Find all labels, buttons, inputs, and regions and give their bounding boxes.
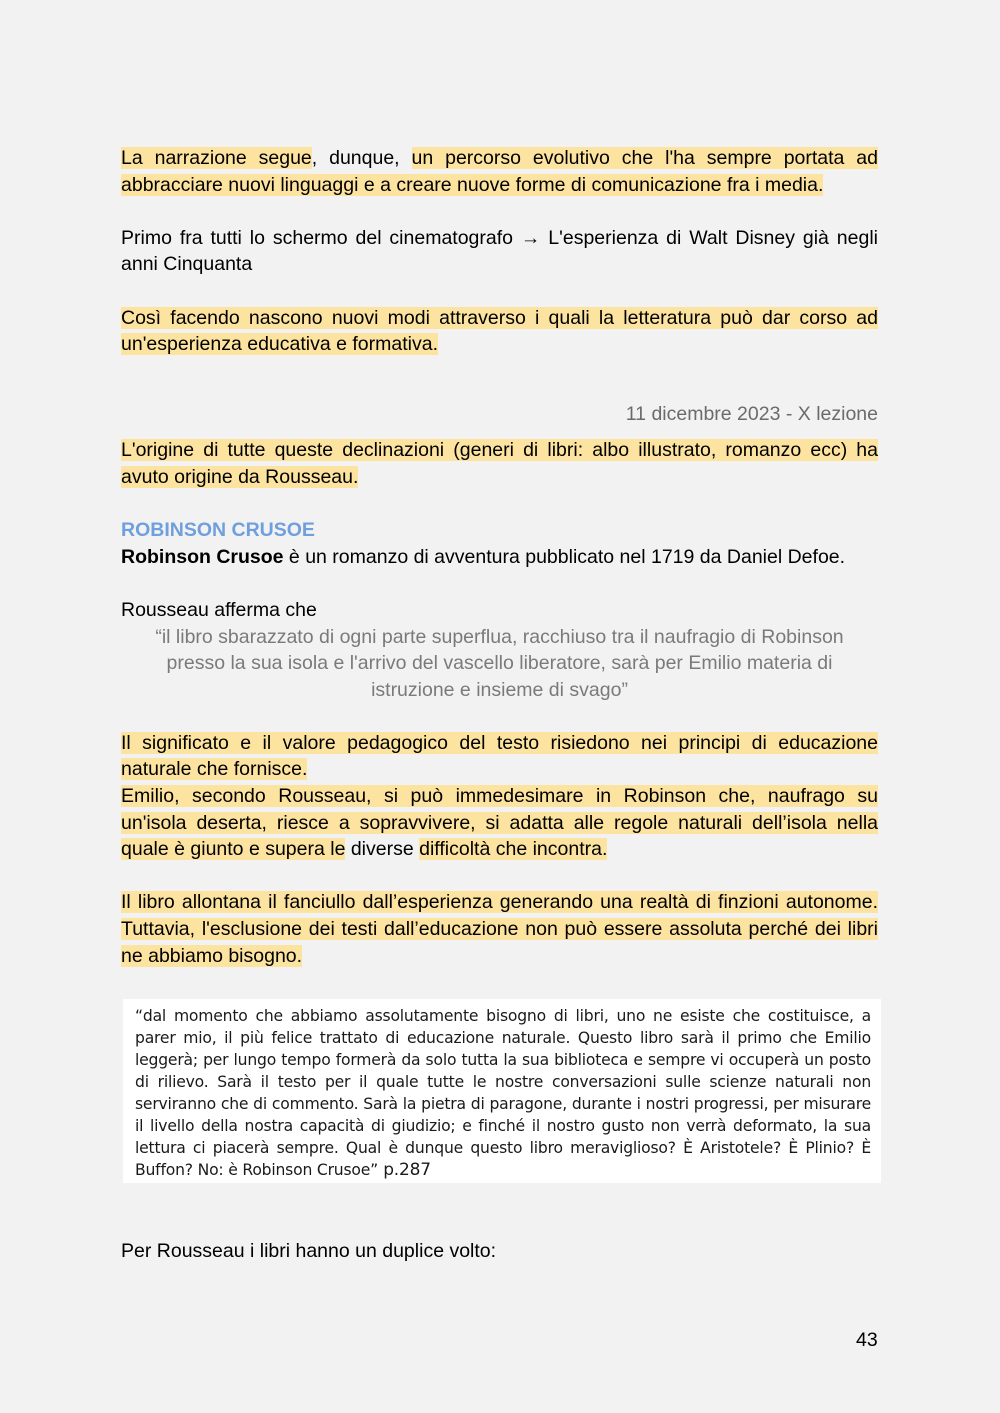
highlighted-text: L'origine di tutte queste declinazioni (generi di libri: albo illustrato, romanzo ecc) ha avuto origine da Rousseau. xyxy=(121,439,878,488)
page-content xyxy=(121,145,878,1265)
page-number: 43 xyxy=(856,1329,878,1351)
highlighted-text: difficoltà che incontra. xyxy=(419,838,608,861)
paragraph-emilio xyxy=(121,783,878,863)
bold-title: Robinson Crusoe xyxy=(121,545,284,568)
scanned-quote-text: “dal momento che abbiamo assolutamente bisogno di libri, uno ne esiste che costituisce, a parer mio, il più felice trattato di educazione naturale. Questo libro sarà il primo che Emilio leggerà; per lungo tempo formerà da solo tutta la sua biblioteca e sempre vi occuperà un posto di rilievo. Sarà il testo per il quale tutte le nostre conversazioni sulle scienze naturali non serviranno che di commento. Sarà la pietra di paragone, durante i nostri progressi, per misurare il livello della nostra capacità di giudizio; e finché il nostro gusto non verrà deformato, la sua lettura ci piacerà sempre. Qual è dunque questo libro meraviglioso? È Aristotele? È Plinio? È Buffon? No: è Robinson Crusoe” xyxy=(135,1007,871,1179)
paragraph-rousseau-afferma: Rousseau afferma che xyxy=(121,598,317,621)
scanned-quote-image xyxy=(123,999,881,1183)
highlighted-text: La narrazione segue xyxy=(121,147,312,169)
paragraph-origine xyxy=(121,437,878,490)
paragraph-cinematografo: Primo fra tutti lo schermo del cinematografo → L'esperienza di Walt Disney già negli anni Cinquanta xyxy=(121,226,878,276)
highlighted-text: Il libro allontana il fanciullo dall’esperienza generando una realtà di finzioni autonome. Tuttavia, l'esclusione dei testi dall’educazione non può essere assoluta perché dei libri ne abbiamo bisogno. xyxy=(121,891,878,967)
paragraph-libro-allontana xyxy=(121,889,878,969)
page-reference: p.287 xyxy=(378,1159,431,1180)
rousseau-quote: “il libro sbarazzato di ogni parte superflua, racchiuso tra il naufragio di Robinson presso la sua isola e l'arrivo del vascello liberatore, sarà per Emilio materia di istruzione e insieme di svago” xyxy=(155,625,844,701)
highlighted-text: un percorso evolutivo che l'ha sempre portata ad abbracciare nuovi linguaggi e a creare nuove forme di comunicazione fra i media. xyxy=(121,147,878,196)
plain-text: è un romanzo di avventura pubblicato nel 1719 da Daniel Defoe. xyxy=(283,545,846,568)
paragraph-robinson-intro xyxy=(121,544,878,571)
highlighted-text: Emilio, secondo Rousseau, si può immedesimare in Robinson che, naufrago su un'isola deserta, riesce a sopravvivere, si adatta alle regole naturali dell’isola nella quale è giunto e supera le xyxy=(121,785,878,861)
highlighted-text: Il significato e il valore pedagogico del testo risiedono nei principi di educazione naturale che fornisce. xyxy=(121,731,878,781)
lecture-date: 11 dicembre 2023 - X lezione xyxy=(625,402,878,425)
plain-text: , dunque, xyxy=(311,147,412,169)
paragraph-significato xyxy=(121,730,878,783)
paragraph-duplice-volto: Per Rousseau i libri hanno un duplice volto: xyxy=(121,1240,497,1263)
highlighted-text: Così facendo nascono nuovi modi attraverso i quali la letteratura può dar corso ad un'esperienza educativa e formativa. xyxy=(121,306,878,356)
paragraph-narrazione xyxy=(121,145,878,198)
plain-text: diverse xyxy=(345,838,420,861)
section-heading: ROBINSON CRUSOE xyxy=(121,519,315,542)
paragraph-nuovi-modi xyxy=(121,305,878,358)
